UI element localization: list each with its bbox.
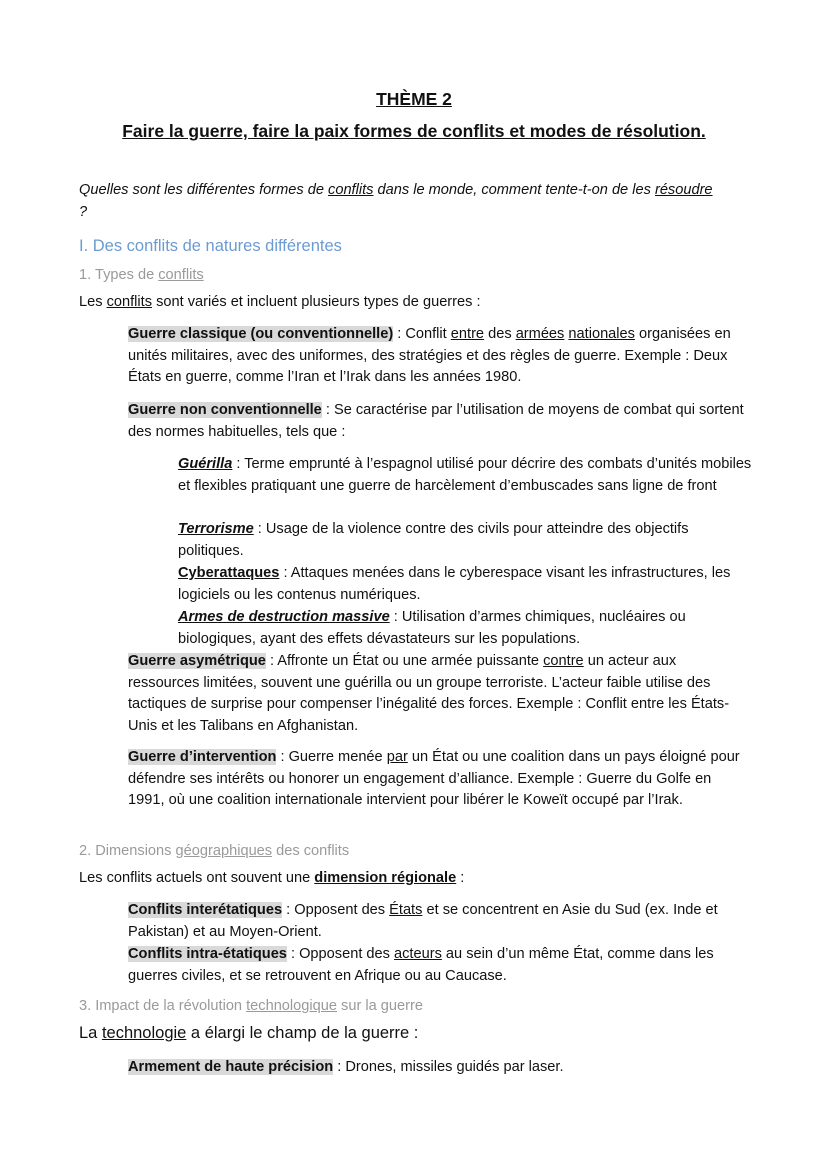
- armes-destruction-term: Armes de destruction massive: [178, 609, 390, 625]
- intro-question: Quelles sont les différentes formes de conflits dans le monde, comment tente-t-on de les résoudre ?: [79, 182, 713, 220]
- subsection-heading-technologie: 3. Impact de la révolution technologique sur la guerre: [79, 998, 423, 1014]
- conflits-intraetatiques-term: Conflits intra-étatiques: [128, 946, 287, 962]
- guerre-classique-paragraph: Guerre classique (ou conventionnelle) : Conflit entre des armées nationales organisées en unités militaires, avec des uniformes, des stratégies et des règles de guerre. Exemple : Deux États en guerre, comme l’Iran et l’Irak dans les années 1980.: [128, 326, 731, 386]
- guerre-intervention-paragraph: Guerre d’intervention : Guerre menée par un État ou une coalition dans un pays éloigné pour défendre ses intérêts ou honorer un engagement d’alliance. Exemple : Guerre du Golfe en 1991, où une coalition internationale intervient pour libérer le Koweït occupé par l’Irak.: [128, 749, 740, 809]
- guerre-classique-term: Guerre classique (ou conventionnelle): [128, 326, 394, 342]
- subsection-heading-types: 1. Types de conflits: [79, 267, 204, 283]
- terrorisme-term: Terrorisme: [178, 521, 254, 537]
- dimensions-intro: Les conflits actuels ont souvent une dimension régionale :: [79, 870, 465, 886]
- section-heading-1: I. Des conflits de natures différentes: [79, 237, 342, 255]
- armement-term: Armement de haute précision: [128, 1059, 334, 1075]
- subsection-heading-dimensions: 2. Dimensions géographiques des conflits: [79, 843, 350, 859]
- cyberattaques-item: Cyberattaques : Attaques menées dans le cyberespace visant les infrastructures, les logiciels ou les contenus numériques.: [178, 565, 731, 603]
- guerre-asymetrique-term: Guerre asymétrique: [128, 653, 266, 669]
- cyberattaques-term: Cyberattaques: [178, 565, 280, 581]
- page-subtitle: Faire la guerre, faire la paix formes de conflits et modes de résolution.: [122, 121, 706, 141]
- technologie-intro: La technologie a élargi le champ de la guerre :: [79, 1024, 419, 1042]
- armes-destruction-item: Armes de destruction massive : Utilisation d’armes chimiques, nucléaires ou biologiques, ayant des effets dévastateurs sur les populations.: [178, 609, 686, 647]
- types-intro: Les conflits sont variés et incluent plusieurs types de guerres :: [79, 294, 481, 310]
- page-title: THÈME 2: [376, 89, 452, 109]
- terrorisme-item: Terrorisme : Usage de la violence contre des civils pour atteindre des objectifs politiques.: [178, 521, 689, 559]
- conflits-interetatiques-paragraph: Conflits interétatiques : Opposent des États et se concentrent en Asie du Sud (ex. Inde et Pakistan) et au Moyen-Orient.: [128, 902, 718, 940]
- conflits-interetatiques-term: Conflits interétatiques: [128, 902, 283, 918]
- guerilla-term: Guérilla: [178, 456, 233, 472]
- guerre-non-conventionnelle-paragraph: Guerre non conventionnelle : Se caractérise par l’utilisation de moyens de combat qui sortent des normes habituelles, tels que :: [128, 402, 744, 440]
- guerre-non-conventionnelle-term: Guerre non conventionnelle: [128, 402, 322, 418]
- armement-paragraph: Armement de haute précision : Drones, missiles guidés par laser.: [128, 1059, 564, 1075]
- conflits-intraetatiques-paragraph: Conflits intra-étatiques : Opposent des acteurs au sein d’un même État, comme dans les guerres civiles, et se retrouvent en Afrique ou au Caucase.: [128, 946, 714, 984]
- guerilla-item: Guérilla : Terme emprunté à l’espagnol utilisé pour décrire des combats d’unités mobiles et flexibles pratiquant une guerre de harcèlement d’embuscades sans ligne de front: [178, 456, 752, 494]
- guerre-intervention-term: Guerre d’intervention: [128, 749, 277, 765]
- guerre-asymetrique-paragraph: Guerre asymétrique : Affronte un État ou une armée puissante contre un acteur aux ressources limitées, souvent une guérilla ou un groupe terroriste. L’acteur faible utilise des tactiques de surprise pour compenser l’inégalité des forces. Exemple : Conflit entre les États-Unis et les Talibans en Afghanistan.: [128, 653, 730, 734]
